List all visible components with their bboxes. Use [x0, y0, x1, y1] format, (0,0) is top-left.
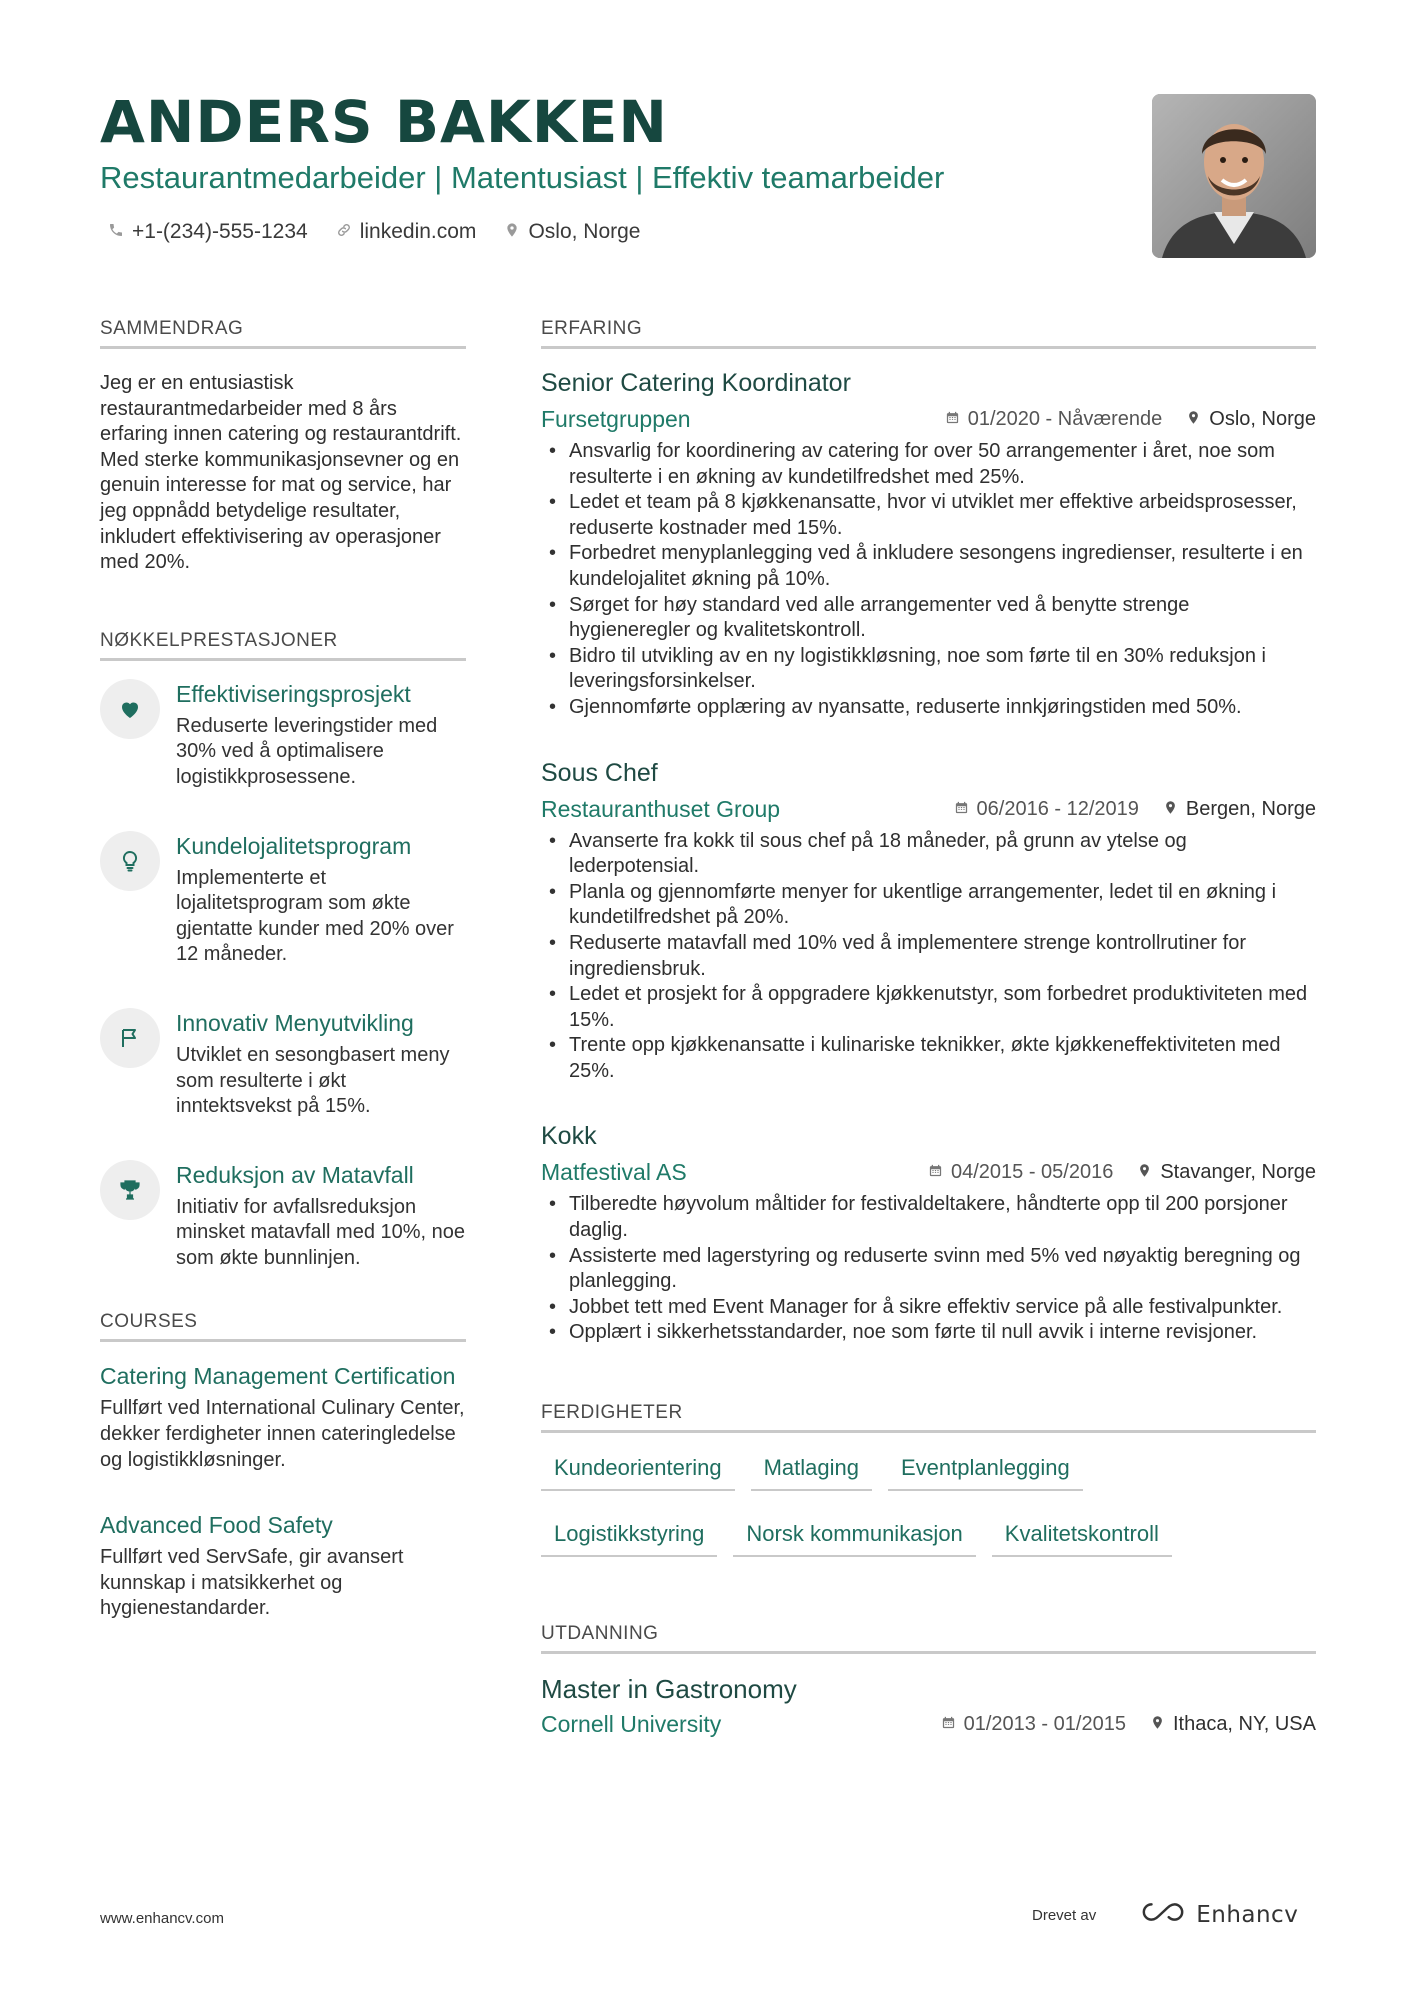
location-pin-icon [504, 220, 520, 244]
company-name: Fursetgruppen [541, 406, 691, 432]
job-bullet: • Gjennomførte opplæring av nyansatte, reduserte innkjøringstiden med 50%. [541, 695, 1316, 721]
heart-icon [100, 679, 160, 739]
skill-tag: Logistikkstyring [541, 1517, 717, 1557]
achievement-text: Implementerte et lojalitetsprogram som økte gjentatte kunder med 20% over 12 måneder. [176, 866, 454, 966]
job-location: Stavanger, Norge [1160, 1161, 1316, 1184]
course-title: Catering Management Certification [100, 1363, 456, 1390]
achievement-item [100, 679, 466, 791]
profile-photo [1152, 94, 1316, 258]
job-bullet: • Assisterte med lagerstyring og reduserte svinn med 5% ved nøyaktig beregning og planlegging. [541, 1244, 1316, 1295]
achievement-title: Innovativ Menyutvikling [176, 1009, 414, 1036]
left-column [100, 318, 466, 1622]
job-title: Sous Chef [541, 758, 658, 787]
job-bullet: • Jobbet tett med Event Manager for å sikre effektiv service på alle festivalpunkter. [541, 1295, 1316, 1321]
calendar-icon [954, 798, 969, 821]
job-location: Bergen, Norge [1185, 797, 1316, 820]
job-bullets [541, 829, 1316, 1085]
job-bullet: • Ledet et prosjekt for å oppgradere kjøkkenutstyr, som forbedret produktiviteten med 15%. [541, 982, 1316, 1033]
skill-tag: Matlaging [751, 1451, 872, 1491]
education-heading: UTDANNING [541, 1623, 1316, 1654]
job-bullet: • Opplært i sikkerhetsstandarder, noe som førte til null avvik i interne revisjoner. [541, 1320, 1316, 1346]
achievements-heading: NØKKELPRESTASJONER [100, 630, 466, 661]
phone-text: +1-(234)-555-1234 [132, 220, 308, 243]
job-bullet: • Ansvarlig for koordinering av catering for over 50 arrangementer i året, noe som resulterte i en økning av kundetilfredshet med 25%. [541, 439, 1316, 490]
brand-logo[interactable] [1140, 1900, 1298, 1930]
achievement-text: Initiativ for avfallsreduksjon minsket matavfall med 10%, noe som økte bunnlinjen. [176, 1195, 466, 1269]
job-bullets [541, 1192, 1316, 1346]
summary-heading: SAMMENDRAG [100, 318, 466, 349]
calendar-icon [945, 408, 960, 431]
location-text: Oslo, Norge [528, 220, 641, 243]
footer-branding [1032, 1900, 1298, 1930]
contact-linkedin[interactable] [336, 220, 477, 244]
skills-list [541, 1451, 1261, 1557]
job-dates: 01/2020 - Nåværende [967, 408, 1163, 430]
job-location: Oslo, Norge [1209, 408, 1316, 430]
location-pin-icon [1186, 408, 1201, 431]
flag-icon [100, 1008, 160, 1068]
skill-tag: Kundeorientering [541, 1451, 735, 1491]
achievement-text: Utviklet en sesongbasert meny som resulterte i økt inntektsvekst på 15%. [176, 1043, 450, 1118]
school-name: Cornell University [541, 1711, 722, 1738]
infinity-logo-icon [1140, 1900, 1186, 1930]
summary-text: Jeg er en entusiastisk restaurantmedarbeider med 8 års erfaring innen catering og restaurantdrift. Med sterke kommunikasjonsevner og en genuin interesse for mat og service, har jeg oppnådd betydelige resultater, inkludert effektivisering av operasjoner med 20%. [100, 372, 462, 574]
candidate-tagline: Restaurantmedarbeider | Matentusiast | Effektiv teamarbeider [100, 160, 945, 195]
job-bullet: • Bidro til utvikling av en ny logistikkløsning, noe som førte til en 30% reduksjon i leveringsforsinkelser. [541, 644, 1316, 695]
job-bullet: • Ledet et team på 8 kjøkkenansatte, hvor vi utviklet mer effektive arbeidsprosesser, reduserte kostnader med 15%. [541, 490, 1316, 541]
location-pin-icon [1163, 798, 1178, 821]
powered-by-label: Drevet av [1032, 1906, 1097, 1924]
job-dates: 04/2015 - 05/2016 [950, 1161, 1114, 1184]
achievements-list [100, 679, 466, 1272]
job-entry [541, 369, 1316, 721]
company-name: Restauranthuset Group [541, 795, 781, 822]
job-entry [541, 1122, 1316, 1346]
degree-title: Master in Gastronomy [541, 1674, 797, 1705]
calendar-icon [941, 1713, 956, 1736]
job-bullet: • Reduserte matavfall med 10% ved å implementere strenge kontrollrutiner for ingrediensbruk. [541, 931, 1316, 982]
contact-phone[interactable] [108, 220, 308, 244]
skill-tag: Kvalitetskontroll [992, 1517, 1172, 1557]
skill-tag: Eventplanlegging [888, 1451, 1083, 1491]
job-bullets [541, 439, 1316, 721]
course-text: Fullført ved International Culinary Center, dekker ferdigheter innen cateringledelse og logistikkløsninger. [100, 1397, 465, 1471]
achievement-title: Effektiviseringsprosjekt [176, 680, 411, 707]
company-name: Matfestival AS [541, 1159, 687, 1186]
calendar-icon [928, 1161, 943, 1184]
phone-icon [108, 220, 124, 244]
job-bullet: • Planla og gjennomførte menyer for ukentlige arrangementer, ledet til en økning i kundetilfredshet på 20%. [541, 880, 1316, 931]
job-bullet: • Forbedret menyplanlegging ved å inkludere sesongens ingredienser, resulterte i en kundelojalitet økning på 10%. [541, 541, 1316, 592]
lightbulb-icon [100, 831, 160, 891]
education-location: Ithaca, NY, USA [1172, 1713, 1316, 1736]
course-title: Advanced Food Safety [100, 1512, 333, 1539]
experience-heading: ERFARING [541, 318, 1316, 349]
linkedin-text: linkedin.com [359, 220, 477, 243]
achievement-title: Kundelojalitetsprogram [176, 832, 412, 859]
contact-bar [108, 220, 640, 244]
trophy-icon [100, 1160, 160, 1220]
contact-location [504, 220, 640, 244]
candidate-name: ANDERS BAKKEN [100, 88, 668, 156]
job-title: Senior Catering Koordinator [541, 369, 851, 397]
brand-name: Enhancv [1196, 1902, 1299, 1928]
location-pin-icon [1150, 1713, 1165, 1736]
footer-website[interactable]: www.enhancv.com [100, 1910, 224, 1927]
job-bullet: • Tilberedte høyvolum måltider for festivaldeltakere, håndterte opp til 200 porsjoner daglig. [541, 1192, 1316, 1243]
location-pin-icon [1137, 1161, 1152, 1184]
right-column [541, 318, 1316, 1738]
link-icon [336, 220, 352, 244]
achievement-title: Reduksjon av Matavfall [176, 1161, 414, 1188]
job-bullet: • Sørget for høy standard ved alle arrangementer ved å benytte strenge hygieneregler og kvalitetskontroll. [541, 593, 1316, 644]
job-dates: 06/2016 - 12/2019 [976, 797, 1139, 820]
skill-tag: Norsk kommunikasjon [733, 1517, 975, 1557]
achievement-item [100, 831, 466, 968]
course-item [100, 1362, 466, 1473]
achievement-item [100, 1008, 466, 1120]
courses-heading: COURSES [100, 1311, 466, 1342]
achievement-text: Reduserte leveringstider med 30% ved å optimalisere logistikkprosessene. [176, 714, 438, 788]
education-dates: 01/2013 - 01/2015 [963, 1713, 1126, 1736]
job-bullet: • Trente opp kjøkkenansatte i kulinariske teknikker, økte kjøkkeneffektiviteten med 25%. [541, 1033, 1316, 1084]
job-title: Kokk [541, 1122, 597, 1151]
course-item [100, 1511, 466, 1622]
job-bullet: • Avanserte fra kokk til sous chef på 18 måneder, på grunn av ytelse og lederpotensial. [541, 829, 1316, 880]
job-entry [541, 759, 1316, 1085]
achievement-item [100, 1160, 466, 1272]
skills-heading: FERDIGHETER [541, 1402, 1316, 1433]
course-text: Fullført ved ServSafe, gir avansert kunnskap i matsikkerhet og hygienestandarder. [100, 1546, 404, 1620]
